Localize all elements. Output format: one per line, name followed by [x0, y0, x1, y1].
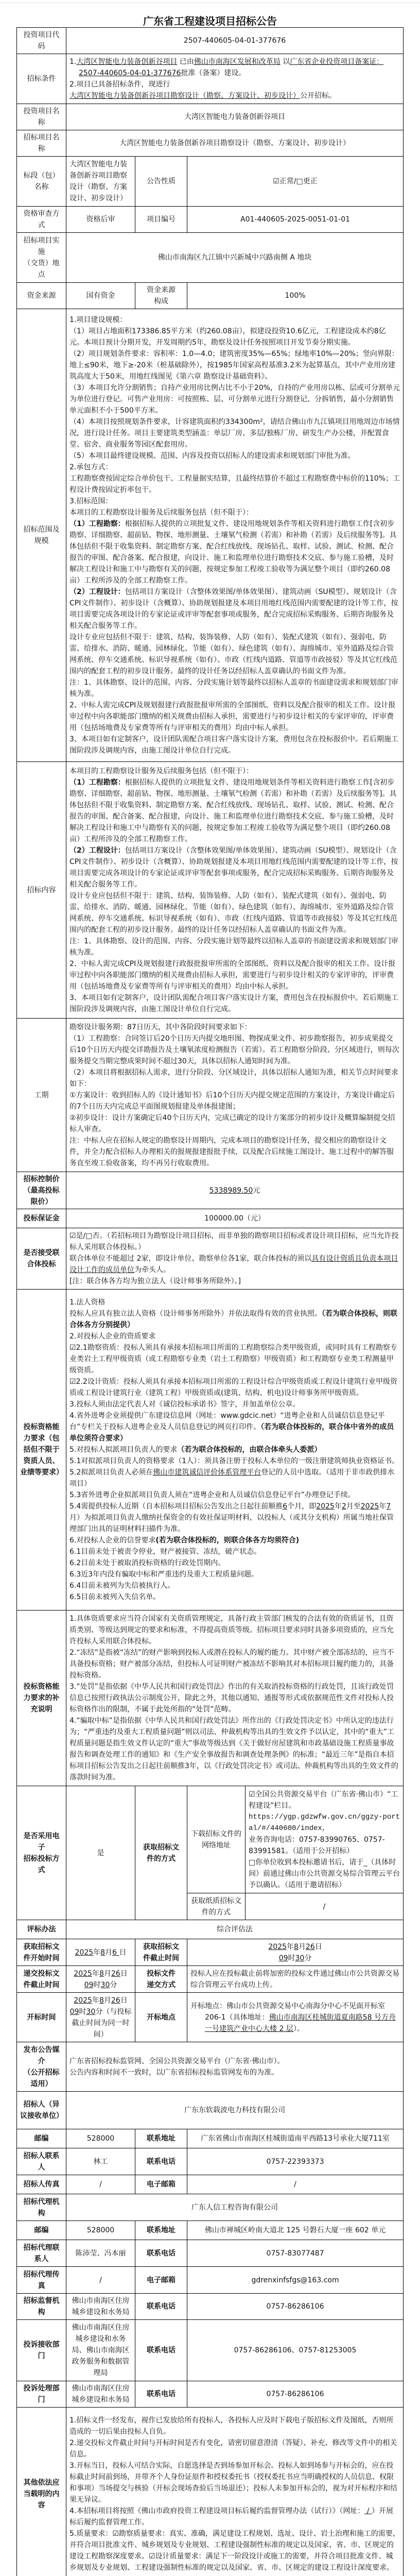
paragraph: 2.承包方式：: [69, 463, 113, 471]
row-tenderer: [17, 2092, 404, 2129]
row-evaluation-method: [17, 1920, 404, 1939]
paragraph: 3.开标当日，投标人可结合实际，自愿选择是否到场参加开标会。投标人如到场参与开标会的，应在投标截止时间前到场，并带齐个人身份证原件和授权委托书（授权委托书应当明确授权的人员信息、权限和事项）当场提交与核验（开标会现场查验后当场退还）；投标人未参加开标会的，视为对开标程序和结果无异议。: [69, 2462, 397, 2504]
paragraph: 6.5目前未被列入失信名单。: [69, 1593, 161, 1601]
underlined-text: 8: [100, 1948, 106, 1957]
agency-phone-value: 0757-83077487: [187, 2240, 404, 2267]
underlined-text: 6: [112, 1948, 119, 1957]
paragraph: 5.2拟派项目负责人必须在佛山市建筑诚信评价体系管理平台登记的人员中选取。（适用于非市政供排水项目）: [69, 1468, 395, 1488]
control-price-value: [66, 1172, 404, 1209]
tender-conditions-label: 招标条件: [17, 54, 66, 104]
qualification-notes-label: 投标资格能力要求的补充说明: [17, 1611, 66, 1786]
submission-method-value: 投标人应在投标截止前将加密的投标文件通过佛山市公共资源交易综合管理云平台成功上传。: [187, 1966, 404, 1993]
paragraph: 工程勘察费按固定综合单价包干、工程量据实结算，且最终结算价不超过工程勘察费中标价的110%；工程设计费按固定折率包干。: [69, 474, 400, 494]
paragraph: ②初步设计：设计方案确定后40个日历天内，完成已确定的设计方案部分的初步设计及概算编制提交招标人审查。: [69, 1113, 395, 1133]
paragraph: 4.“骗取中标”是指依据《中华人民共和国行政处罚法》所作出的《行政处罚决定书》中所认定的违法行为；“严重违约及重大工程质量问题”则以司法、仲裁机构等出具的生效文件予以认定，其中的“重大”工程质量问题是指生效文件认定的“重大”事故等级达到《关于做好房屋建筑和市政基础设施工程质量事故报告和调查处理工作的通知》和《生产安全事故报告和调查处理条例》的标准；“最近三年”是指自本招标项目招标公告发出之日起往前顺推3年，以《行政处罚决定书》或司法、仲裁机构等出具的生效文件的落款时间为准。: [69, 1717, 398, 1782]
underlined-text: /: [364, 2507, 372, 2515]
document-end-label: 获取招标文件截止时间: [135, 1939, 187, 1966]
content-value: [66, 762, 404, 1019]
row-tenderer-contact: [17, 2148, 404, 2175]
tenderer-fax-value: /: [66, 2175, 135, 2194]
agency-address-value: 佛山市禅城区岭南大道北 125 号磐石大厦一座 602 单元: [187, 2221, 404, 2240]
row-qualification-notes: [17, 1611, 404, 1786]
row-submission: [17, 1966, 404, 1993]
document-end-value: [187, 1939, 404, 1966]
paragraph: ☑2.1勘察资质：投标人须具有承接本招标项目所需的工程勘察综合类甲级资质，或同时具有工程勘察专业类岩土工程甲级资质（或工程勘察专业类（岩土工程勘察）甲级资质）和工程勘察专业类工程测量甲级资质。: [69, 1344, 397, 1375]
paragraph: （2）工程设计：包括项目方案设计（含整体效果图/单体效果图）、建筑动画（SU模型）、规划设计（含CPI文件制作）、初步设计（含概算）、协助规划报建及本项目用地红线范围内需要配建的设计等工作，按项目需要完成各项设计的专家论证或评审等配套事项或服务，配合完成招标采购服务、后期咨询服务及相关配合服务等工作。: [69, 846, 398, 889]
paragraph: 4.本招标项目将按照《佛山市政府投资工程建设项目标后履约监督管理办法（试行）》（网址： / ）开展标后履约监督管理工作。: [69, 2507, 393, 2527]
paragraph: 3.招标范围：: [69, 497, 113, 505]
underlined-text: 2025: [268, 1942, 287, 1951]
row-other: [17, 2408, 404, 2576]
bold-text: （若为联合体投标，则联合体各方分别提供）: [69, 1310, 397, 1329]
download-address-value: [246, 1786, 404, 1893]
row-document-period: [17, 1939, 404, 1966]
duration-value: [66, 1019, 404, 1172]
paragraph: 2.递交投标文件截止时间与开标时间是否有变化，请密切留意澄清（答疑）、补充、修改等文件中的相关信息。: [69, 2439, 397, 2459]
page-title: 广东省工程建设项目招标公告: [143, 15, 277, 27]
paragraph: ☑2.2设计资质：投标人须具有承接本招标项目所需的工程设计综合甲级资质或工程设计建筑行业甲级资质或工程设计建筑行业（建筑工程）甲级资质或(建筑、结构、机电)设计师事务所甲级资质。: [69, 1378, 397, 1397]
complaint-receiving-phone-label: 联系电话: [135, 2320, 187, 2381]
underlined-text: 26: [111, 1996, 120, 2005]
underlined-text: 2025: [74, 1969, 92, 1978]
underlined-text: 具有设计资质且负责本项目设计工作的成员单位: [69, 1255, 398, 1274]
paragraph: 3、本项目如有定制客户，设计团队需配合项目客户落实设计方案，费用包含在投标报价中。若后期施工图阶段涉及调规内容，由施工图设计单位自行完成。: [69, 993, 398, 1013]
complaint-receiving-phone-value: 0757-86286106、0757-81253005: [187, 2320, 404, 2381]
underlined-text: 2025: [75, 1948, 94, 1957]
underlined-text: 09: [278, 1954, 288, 1962]
row-qualification-requirements: [17, 1290, 404, 1611]
row-supervision: [17, 2294, 404, 2320]
media-value: [66, 2042, 404, 2092]
tenderer-contact-label: 招标人联系人: [17, 2148, 66, 2175]
obtain-method-label: 获取招标文件的方式: [135, 1786, 187, 1920]
tenderer-email-label: 电子邮箱: [135, 2175, 187, 2194]
electronic-bidding-label: 是否采用电子 招标投标方式: [17, 1786, 66, 1920]
paragraph: 5.对投标人拟派项目负责人的要求（若为联合体投标的，由联合体牵头人委派）: [69, 1446, 322, 1454]
underlined-text: 8: [293, 1942, 299, 1951]
agency-fax-value: /: [66, 2267, 135, 2294]
bold-text: （若为联合体投标的，由联合体牵头人委派）: [177, 1446, 322, 1454]
scope-value: [66, 309, 404, 762]
paragraph: （1）项目占地面积173386.85平方米（约260.08亩），拟建设投资10.6亿元，工程建设成本约8亿元。本项目预计分期开发，开发周期约5年，勘察及设计任务按照项目开发节奏分期实施。: [69, 327, 386, 347]
document-start-value: [66, 1939, 135, 1966]
electronic-bidding-value: 是: [66, 1786, 135, 1920]
complaint-handling-label: 投诉处理部门: [17, 2381, 66, 2408]
tenderer-contact-value: 林工: [66, 2148, 135, 2175]
paragraph: 1.招标文件一经发布，视作已发放给所有投标人，各投标人应及时下载电子版招标文件及图纸，否则所造成的一切后果由投标人自负。: [69, 2416, 394, 2436]
qualification-requirements-value: [66, 1290, 404, 1611]
tenderer-label: 招标人（异议接收单位）: [17, 2092, 66, 2129]
row-complaint-handling: [17, 2381, 404, 2408]
paragraph: 5.3省外进粤企业拟派项目负责人须在“进粤企业和人员诚信信息登记平台”办理登记手续。: [69, 1491, 355, 1499]
paragraph: 2.项目已具备招标条件，现进行大湾区智能电力装备创新谷项目勘察设计（勘察、方案设计、初步设计）公开招标。: [69, 80, 336, 100]
paragraph: 2、中标人需完成CPI及规划报建行政报批报审所需的全部图纸、资料以及配合报审的相关工作。设计报审过程中向各职能部门缴纳的相关规费由招标人承担，需要进行与初步设计相关的专家评审的，评审费用（包括场地费及专家费等所有与评审相关的费用）均由中标人承担。: [69, 959, 396, 991]
section-value: 大湾区智能电力装备创新谷项目勘察设计（勘察、方案设计、初步设计）: [66, 157, 135, 207]
paragraph: 公告内容和时间不一致时，以广东省招标投标监管网发布的为准。: [69, 2068, 278, 2077]
supervision-phone-label: 联系电话: [135, 2294, 187, 2320]
section-label: 标段（包） 名称: [17, 157, 66, 207]
underlined-text: 30: [86, 2007, 96, 2016]
paragraph: 09时30分: [278, 1954, 312, 1962]
paragraph: ☑是/□否。（若招标项目为勘察设计项目招标，而非单独的勘察项目招标或者设计项目招标，应当允许投标人采用联合体投标。）: [69, 1232, 399, 1251]
bid-bond-value: 100000.00（元）: [66, 1209, 404, 1228]
underlined-text: 7: [386, 1502, 391, 1511]
location-label: 招标项目实施 （交货）地点: [17, 233, 66, 283]
paragraph: 5.4需提供投标人近期（自本招标项目招标公告发出之日起往前顺推6个月，即2025年2月至2025年7月）为拟派项目负责人缴纳社保资金的有效社保证明材料，以投标人（或其分支机构）所属当地社保管理部门出具的证明材料扫描件为准。: [69, 1502, 394, 1533]
paper-documents-label: 获取纸质招标文件的方式: [187, 1893, 246, 1920]
agency-address-label: 联系地址: [135, 2221, 187, 2240]
agency-value: 广东人信工程咨询有限公司: [66, 2194, 404, 2221]
underlined-text: 8: [99, 1996, 104, 2005]
paragraph: ☑全国公共资源交易平台（广东省·佛山市）“工程建设”栏目。: [249, 1790, 398, 1810]
paragraph: 2025年8月26日: [74, 1969, 128, 1978]
paragraph: 2.对投标人企业的资质要求: [69, 1332, 156, 1341]
agency-contact-label: 招标代理联系人: [17, 2240, 66, 2267]
opening-time-label: 开标时间: [17, 1993, 66, 2042]
row-location: [17, 233, 404, 283]
underlined-text: 2025: [74, 1996, 92, 2005]
paragraph: （2）项目规划条件要求：容积率：1.0—4.0；建筑密度35%—65%；绿地率10%—20%；竖向界限：地上≤90米，地下≥-20米（桩基础除外），按1985年国家高程基准3.2米为起算基点，其中产业用房建筑高度大于50米，用地红线图见《第六章 勘察设计基础资料》。: [69, 350, 399, 381]
agency-postcode-value: 528000: [66, 2221, 135, 2240]
qualification-requirements-label: 投标资格能力要求（包括但不限于资质人员、业绩等要求）: [17, 1290, 66, 1611]
consortium-label: 是否接受联合体投标: [17, 1228, 66, 1290]
paragraph: 2025年8月26日: [74, 1996, 128, 2005]
paragraph: 09时30分（与投标截止时间为同一时间）: [69, 2007, 132, 2039]
paragraph: （1）工程勘察：根据招标人提供的立项批复文件、建设用地规划条件等相关资料进行勘察工作[含初步勘察、详细勘察、超前钻、物探、地形测量、土壤氡气检测（若需）和补勘（若需）及后续服务等]。具体包括但不限于收集资料、制定勘察方案、配合红线放线、现场钻孔、取样、试验、测试、检测、配合报告的审图、配合备案、配合报建，向设计、施工和监理单位进行勘察技术交底、参与施工验槽，及时解决工程设计和施工中与勘察有关的问题，按规定参加工程竣工验收等为满足整个项目（即约260.08亩）工程所涉及的全部工程勘察工作。: [69, 520, 397, 585]
supervision-phone-value: 0757-86286106: [187, 2294, 404, 2320]
underlined-text: 09: [84, 1980, 94, 1989]
row-section: [17, 157, 404, 207]
paragraph: 注：中标人应在招标人规定的勘察设计周期内，完成本项目的勘察设计任务，提交相应的勘察设计文件，并全力配合招标人办理相关的报规报建报批手续，以及配合后续施工图设计、施工过程中的解答服务直至竣工验收备案，均不再另行收取费用。: [69, 1136, 394, 1167]
paragraph: https://ygp.gdzwfw.gov.cn/ggzy-portal/#/440600/index，: [249, 1812, 400, 1833]
control-price-label: 招标控制价 （最高投标限价）: [17, 1172, 66, 1209]
funding-composition-label: 资金来源 构成: [135, 283, 187, 309]
paragraph: 4.省外进粤企业须提供广东建设信息网（网址：www.gdcic.net）“进粤企业和人员诚信信息登记平台”专栏关于投标人进粤企业及人员信息登记的网页打印件。（若为联合体投标的，联合体中省外的成员单位须符合要求）: [69, 1412, 394, 1443]
agency-phone-label: 联系电话: [135, 2240, 187, 2267]
download-address-label: 下载招标文件的网络地址: [187, 1786, 246, 1893]
tenderer-phone-value: 0757-22393373: [187, 2148, 404, 2175]
paragraph: 2、中标人需完成CPI及规划报建行政报批报审所需的全部图纸、资料以及配合报审的相关工作。设计报审过程中向各职能部门缴纳的相关规费由招标人承担，需要进行与初步设计相关的专家评审的，评审费用（包括场地费及专家费等所有与评审相关的费用）均由中标人承担。: [69, 701, 396, 732]
paragraph: 本项目的工程勘察设计服务及后续服务包括（但不限于）：: [69, 509, 253, 517]
paragraph: 开标地点：佛山市公共资源交易中心南海分中心不见面开标室206-1（具体地址：佛山市南海区桂城街道夏南路58 号方舟一号建筑产业中心大楼 2 层）。: [190, 2002, 396, 2033]
announcement-table: [16, 27, 404, 2576]
media-label: 发布公告媒介 （公开招标适用）: [17, 2042, 66, 2092]
row-tender-project-name: [17, 130, 404, 157]
paragraph: 2025年8月26日: [268, 1942, 322, 1951]
paragraph: 09时30分: [84, 1980, 117, 1989]
row-scope: [17, 309, 404, 762]
other-value: [66, 2408, 404, 2576]
paragraph: 注：1、具体勘察、设计的范围、内容、分段实施计划等最终以招标人盖章的书面建设需求和规划部门审核为准。: [69, 679, 398, 698]
row-funding: [17, 283, 404, 309]
tenderer-postcode-value: 528000: [66, 2129, 135, 2148]
investment-code-value: 2507-440605-04-01-377676: [66, 28, 404, 54]
row-consortium: [17, 1228, 404, 1290]
underlined-text: 26: [305, 1942, 315, 1951]
paragraph: 1.项目建设规模：: [69, 316, 127, 324]
paragraph: 设计专业应包括但不限于：建筑、结构、装饰装修、人防（如有）、装配式建筑（如有）、强弱电、防雷、给排水、消防、暖通、园林绿化、节能（如有）、绿色建筑（如有）、海绵城市、室外道路及综合管网系统、停车交通系统、标识导视系统（如有）、市政（红线内道路、管道等市政接驳）等及其它红线范围内的配套工程的初步设计服务。最终的设计任务以经招标人盖章确认的书面文件为准。: [69, 633, 397, 675]
investment-project-name-label: 投资项目名称: [17, 104, 66, 130]
row-electronic-bidding: [17, 1786, 404, 1893]
paragraph: 联合体单位不能超过 2家，即设计单位、勘察单位各1家，联合体投标的须以具有设计资质且负责本项目设计工作的成员单位为牵头人。: [69, 1255, 398, 1274]
bold-text: （1）工程勘察：: [69, 520, 125, 528]
underlined-text: 大湾区智能电力装备创新谷项目: [76, 58, 178, 66]
tenderer-address-value: 广东省佛山市南海区桂城街道南平西路13号承业大厦711室: [187, 2129, 404, 2148]
underlined-text: 5338989.50: [209, 1186, 253, 1195]
notice-nature-value: ☑正常/□更正: [187, 157, 404, 207]
paragraph: 5.质量要求：☑勘察质量要求：真实、准确，满足建设工程规划、选址、设计、岩土治理和施工的需要，并符合项目批准文件、城乡规划及专业规划、工程建设强制性标准的规定以及国家、省、市、区规定的建设工程勘察深度要求。☑设计质量要求：满足下一阶段设计或施工的需要，并符合项目批准文件、城乡规划及专业规划、工程建设强制性标准的规定以及国家、省、市、区规定的建设工程设计深度要求。: [69, 2530, 400, 2572]
paragraph: （4）本项目按照规划条件要求，计容建筑面积约334300m²，请结合佛山市九江镇项目用地周边市场情况，进行设计任务。项目主要建筑类型涵盖：单层厂房、多层/独栋厂房、研发生产办公楼，并配置食堂、宿舍、商业服务等园区配套用房。: [69, 418, 400, 449]
row-control-price: [17, 1172, 404, 1209]
paragraph: 3.“处罚”是指依据《中华人民共和国行政处罚法》作出的有关取消投标资格的行政处罚，且该行政处罚信息已按照行政执法公示制度公开，除此之外，其他以通知、通报等形式或依据规范性文件对投标人投标资格作出的限制，不属于此处所指的“处罚”范畴。: [69, 1683, 394, 1714]
complaint-handling-value: 佛山市南海区住房城乡建设和水务局: [66, 2381, 135, 2408]
paragraph: （1）工程勘察：根据招标人提供的立项批复文件、建设用地规划条件等相关资料进行勘察工作[含初步勘察、详细勘察、超前钻、物探、地形测量、土壤氡气检测（若需）和补勘（若需）及后续服务等]。具体包括但不限于收集资料、制定勘察方案、配合红线放线、现场钻孔、取样、试验、测试、检测、配合报告的审图、配合备案、配合报建，向设计、施工和监理单位进行勘察技术交底、参与施工验槽，及时解决工程设计和施工中与勘察有关的问题，按规定参加工程竣工验收等为满足整个项目（即约260.08亩）工程所涉及的全部工程勘察工作。: [69, 778, 397, 843]
agency-postcode-label: 邮编: [17, 2221, 66, 2240]
underlined-text: 2025: [316, 1502, 335, 1511]
paragraph: 5.1对拟派项目负责人的资格要求（1人）：须具备注册于投标人本单位的一级注册建筑师执业资格证书。: [69, 1457, 399, 1465]
underlined-text: 6: [283, 1502, 288, 1511]
row-qualification-review: [17, 207, 404, 233]
paragraph: 3、本项目如有定制客户，设计团队需配合项目客户落实设计方案，费用包含在投标报价中。若后期施工图阶段涉及调规内容，由施工图设计单位自行完成。: [69, 735, 398, 755]
paragraph: 3.投标人须由法定代表人对《诚信投标承诺书》签字，并加盖单位公章。: [69, 1400, 300, 1409]
funding-value: 国有资金: [66, 283, 135, 309]
complaint-handling-phone-value: 0757-86286106: [187, 2381, 404, 2408]
paragraph: （5）本项目最终建设规模、范围、内容及投资以招标人的建设需求和规划部门审批为准。: [69, 452, 355, 460]
location-value: 佛山市南海区九江镇中兴新城中兴路南侧 A 地块: [66, 233, 404, 283]
underlined-text: 佛山市南海区发展和改革局: [194, 58, 281, 66]
underlined-text: 30: [295, 1954, 305, 1962]
row-content: [17, 762, 404, 1019]
underlined-text: 大湾区智能电力装备创新谷项目勘察设计（勘察、方案设计、初步设计）: [69, 92, 300, 100]
tenderer-address-label: 联系地址: [135, 2129, 187, 2148]
project-code-label: 项目编号: [135, 207, 187, 233]
paragraph: 1.法人资格: [69, 1298, 106, 1307]
agency-fax-label: 招标代理传真: [17, 2267, 66, 2294]
opening-place-value: [187, 1993, 404, 2042]
duration-label: 工期: [17, 1019, 66, 1172]
supervision-value: 佛山市南海区住房城乡建设和水务局: [66, 2294, 135, 2320]
paragraph: □你单位收到本投标邀请书后，请于_（具体时间）前通过佛山市公共资源交易综合管理云平台予以确认。（适用于邀请招标）: [249, 1858, 400, 1889]
paragraph: 1.大湾区智能电力装备创新谷项目 已由佛山市南海区发展和改革局 以广东省企业投资项目备案证：2507-440605-04-01-377676批准（备案）建设。: [69, 58, 384, 77]
paragraph: 广东省招标投标监管网、全国公共资源交易平台（广东省·佛山市）。: [69, 2057, 285, 2065]
tenderer-fax-label: 招标人传真: [17, 2175, 66, 2194]
paragraph: 6.1目前未处于被责令停业，财产被接管、冻结，破产状态。: [69, 1548, 261, 1556]
paragraph: 6.4目前未被列为失信被执行人。: [69, 1582, 175, 1590]
underlined-text: 26: [111, 1969, 120, 1978]
underlined-text: 佛山市南海区桂城街道夏南路58 号方舟一号建筑产业中心大楼 2 层: [205, 2013, 396, 2033]
paragraph: 6.对投标人企业的信誉要求(若为联合体投标的，则联合体各方均须符合): [69, 1536, 300, 1545]
bid-bond-label: 投标保证金: [17, 1209, 66, 1228]
paragraph: 6.2目前未处于被取消投标资格的行政处罚期内。: [69, 1559, 225, 1567]
tender-project-name-label: 招标项目名称: [17, 130, 66, 157]
paragraph: 业务咨询电话：0757-83990765、0757-83991581。（适用于公开招标）: [249, 1835, 385, 1855]
investment-code-label: 投资项目代码: [17, 28, 66, 54]
funding-composition-value: 100%: [187, 283, 404, 309]
paragraph: 勘察设计服务期：87日历天，其中各阶段时间要求如下：: [69, 1023, 252, 1031]
paragraph: 本项目的工程勘察设计服务及后续服务包括（但不限于）：: [69, 767, 253, 775]
row-bid-bond: [17, 1209, 404, 1228]
consortium-value: [66, 1228, 404, 1290]
row-agency-fax: [17, 2267, 404, 2294]
bold-text: （2）工程设计：: [69, 846, 125, 855]
agency-label: 招标代理机构: [17, 2194, 66, 2221]
evaluation-method-value: 综合评估法: [66, 1920, 404, 1939]
paragraph: ①方案设计：收到招标人的《设计通知书》后10个日历天内提交规定范围的方案设计，方案设计确定后的7个日历天内完成总平面图规划报建及单体报建图；: [69, 1091, 395, 1111]
row-tenderer-fax: [17, 2175, 404, 2194]
complaint-receiving-value: 佛山市南海区住房城乡建设和水务局、佛山市南海区政务服务和数据管理局: [66, 2320, 135, 2381]
paragraph: （2）工程设计：包括项目方案设计（含整体效果图/单体效果图）、建筑动画（SU模型）、规划设计（含CPI文件制作）、初步设计（含概算）、协助规划报建及本项目用地红线范围内需要配建的设计等工作，按项目需要完成各项设计的专家论证或评审等配套事项或服务，配合完成招标采购服务、后期咨询服务及相关配合服务等工作。: [69, 588, 398, 630]
paragraph: [注：联合体各方均为独立法人（设计师事务所除外）。]: [69, 1277, 241, 1285]
paragraph: 5338989.50元: [209, 1186, 260, 1195]
paragraph: 2025年8月6 日: [75, 1948, 127, 1957]
paragraph: 投标人应具有独立法人资格（设计师事务所除外）并依法取得有效的营业执照。（若为联合体投标，则联合体各方分别提供）: [69, 1310, 397, 1329]
complaint-receiving-label: 投诉接收部门: [17, 2320, 66, 2381]
agency-contact-value: 陈沛莹、冯本丽: [66, 2240, 135, 2267]
bold-text: （若为联合体投标的，联合体中省外的成员单位须符合要求）: [69, 1423, 394, 1443]
bold-text: （1）工程勘察：: [69, 778, 125, 787]
underlined-text: 佛山市建筑诚信评价体系管理平台: [153, 1468, 261, 1477]
submission-deadline-value: [66, 1966, 135, 1993]
paragraph: （2）本项目将根据招标人需求，进行分阶段、分区域设计，具体以招标人通知为准，相关节点时间要求如下：: [69, 1068, 398, 1088]
document-start-label: 获取招标文件开始时间: [17, 1939, 66, 1966]
notice-nature-label: 公告性质: [135, 157, 187, 207]
row-agency: [17, 2194, 404, 2221]
row-agency-contact: [17, 2240, 404, 2267]
underlined-text: 2: [341, 1502, 346, 1511]
paragraph: （3）本项目允许分割销售；自持产业用房比例占比不小于20%，自持的产业用房以栋、层或可分割单元为单位进行登记。可售产业用房：可按照栋、层、可分割单元进行分割登记、分拆销售，最小分割销售单元面积不小于500平方米。: [69, 384, 400, 415]
paragraph: 2.“冻结”是指被“冻结”的财产影响到投标人或潜在投标人的履约能力。其中财产被全部冻结的，应当不具备投标资格；财产被部分冻结，但投标人可证明财产被冻结不影响其对本招标项目履约能力的，具备投标资格。: [69, 1649, 394, 1680]
complaint-handling-phone-label: 联系电话: [135, 2381, 187, 2408]
bold-text: (若为联合体投标的，则联合体各方均须符合): [155, 1536, 300, 1545]
underlined-text: 2025: [360, 1502, 379, 1511]
investment-project-name-value: 大湾区智能电力装备创新谷项目: [66, 104, 404, 130]
row-tenderer-address: [17, 2129, 404, 2148]
tender-conditions-value: [66, 54, 404, 104]
underlined-text: 广东省企业投资项目备案证：2507-440605-04-01-377676: [79, 58, 384, 77]
qualification-review-label: 资格审查方式: [17, 207, 66, 233]
qualification-notes-value: [66, 1611, 404, 1786]
row-agency-address: [17, 2221, 404, 2240]
underlined-text: 30: [100, 1980, 110, 1989]
paragraph: 6.3近3年内没有骗取中标和严重违约及重大工程质量问题。: [69, 1570, 259, 1579]
paragraph: 注：1、具体勘察、设计的范围、内容、分段实施计划等最终以招标人盖章的书面建设需求和规划部门审核为准。: [69, 937, 398, 957]
row-tender-conditions: [17, 54, 404, 104]
tenderer-value: 广东东软载波电力科技有限公司: [66, 2092, 404, 2129]
qualification-review-value: 资格后审: [66, 207, 135, 233]
underlined-text: 09: [69, 2007, 79, 2016]
tenderer-postcode-label: 邮编: [17, 2129, 66, 2148]
tenderer-email-value: /: [187, 2175, 404, 2194]
agency-email-value: gdrenxinfsfgs@163.com: [187, 2267, 404, 2294]
agency-email-label: 电子邮箱: [135, 2267, 187, 2294]
other-label: 其他依法应当载明的内容: [17, 2408, 66, 2576]
bold-text: （2）工程设计：: [69, 588, 125, 596]
row-media: [17, 2042, 404, 2092]
opening-time-value: [66, 1993, 135, 2042]
submission-deadline-label: 递交投标文件截止时间: [17, 1966, 66, 1993]
underlined-text: 8: [99, 1969, 104, 1978]
paragraph: 设计专业应包括但不限于：建筑、结构、装饰装修、人防（如有）、装配式建筑（如有）、强弱电、防雷、给排水、消防、暖通、园林绿化、节能（如有）、绿色建筑（如有）、海绵城市、室外道路及综合管网系统、停车交通系统、标识导视系统（如有）、市政（红线内道路、管道等市政接驳）等及其它红线范围内的配套工程的初步设计服务。最终的设计任务以经招标人盖章确认的书面文件为准。: [69, 891, 397, 934]
paragraph: 1.具体资质要求应当符合国家有关资质管理规定，具备行政主管部门核发的合法有效的资质证书，且资质类别、等级达到规定的要求和标准，不得提高资质等级。招标项目要求同时具备多项资质的，应当允许投标人采用联合体投标。: [69, 1615, 394, 1646]
row-investment-project-name: [17, 104, 404, 130]
paper-documents-value: /: [246, 1893, 404, 1920]
supervision-label: 招标监督机构: [17, 2294, 66, 2320]
evaluation-method-label: 评标办法: [17, 1920, 66, 1939]
row-complaint-receiving: [17, 2320, 404, 2381]
opening-place-label: 开标地点: [135, 1993, 187, 2042]
row-opening: [17, 1993, 404, 2042]
funding-label: 资金来源: [17, 283, 66, 309]
submission-method-label: 投标文件 递交方式: [135, 1966, 187, 1993]
paragraph: （1）工程勘察：合同签订后20个日历天内提交地形图、物探成果文件、初步勘察报告，初步成果提交后10个日历天内提交详勘报告及土壤氡浓度检测报告（若需）。若工程勘察分阶段、分区域进行，则每次服务提交当期完整成果时间不超过30天，具体以招标人通知时间为准。: [69, 1034, 399, 1065]
project-code-value: A01-440605-2025-0051-01-01: [187, 207, 404, 233]
tenderer-phone-label: 联系电话: [135, 2148, 187, 2175]
content-label: 招标内容: [17, 762, 66, 1019]
scope-label: 招标范围及规模: [17, 309, 66, 762]
tender-project-name-value: 大湾区智能电力装备创新谷项目勘察设计（勘察、方案设计、初步设计）: [66, 130, 404, 157]
row-duration: [17, 1019, 404, 1172]
row-investment-code: [17, 28, 404, 54]
